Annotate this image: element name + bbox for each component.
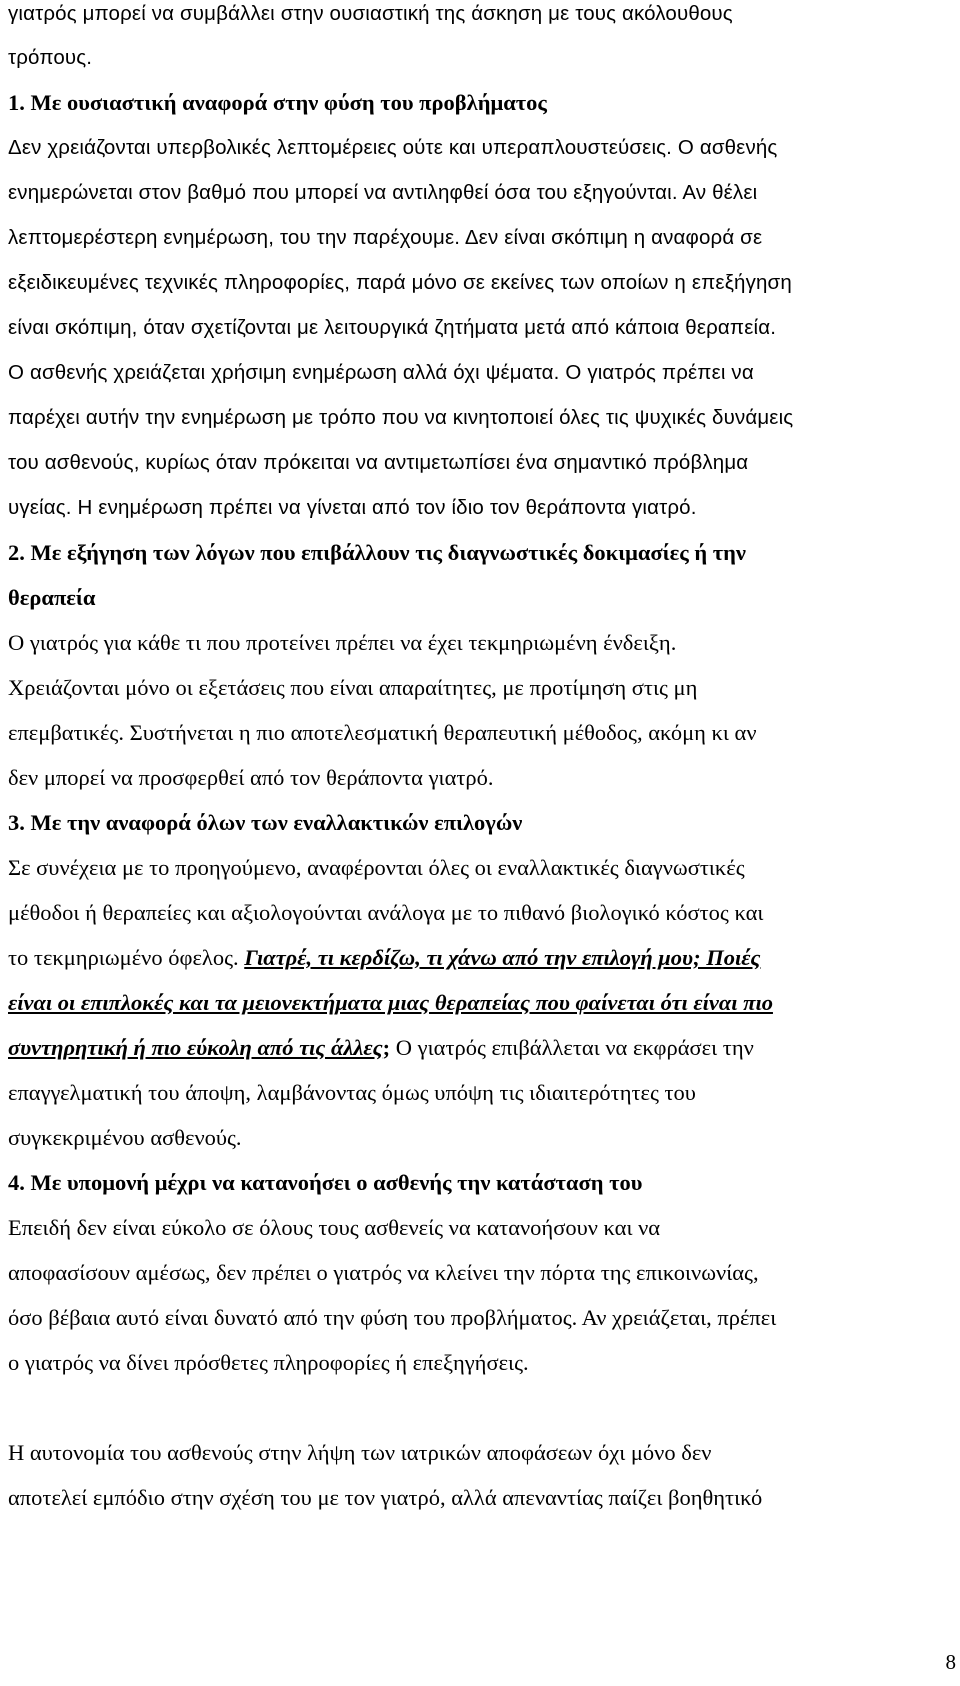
section-1-line-2: ενημερώνεται στον βαθμό που μπορεί να αντιληφθεί όσα του εξηγούνται. Αν θέλει	[8, 181, 758, 204]
closing-line-2: αποτελεί εμπόδιο στην σχέση του με τον γιατρό, αλλά απεναντίας παίζει βοηθητικό	[8, 1485, 763, 1510]
section-1-line-4: εξειδικευμένες τεχνικές πληροφορίες, παρά μόνο σε εκείνες των οποίων η επεξήγηση	[8, 271, 792, 294]
section-1-line-9: υγείας. Η ενημέρωση πρέπει να γίνεται από τον ίδιο τον θεράποντα γιατρό.	[8, 496, 697, 519]
closing-line-1: Η αυτονομία του ασθενούς στην λήψη των ιατρικών αποφάσεων όχι μόνο δεν	[8, 1440, 712, 1465]
section-3-line-5-emphasis: συντηρητική ή πιο εύκολη από τις άλλες	[8, 1035, 383, 1060]
section-3-line-4-emphasis: είναι οι επιπλοκές και τα μειονεκτήματα μιας θεραπείας που φαίνεται ότι είναι πιο	[8, 990, 773, 1015]
section-1-number: 1.	[8, 90, 25, 115]
section-3-heading	[8, 809, 522, 837]
section-3-line-5-plain: Ο γιατρός επιβάλλεται να εκφράσει την	[390, 1035, 754, 1060]
section-2-heading-line-1	[8, 539, 746, 567]
section-2-line-2: Χρειάζονται μόνο οι εξετάσεις που είναι απαραίτητες, με προτίμηση στις μη	[8, 675, 698, 700]
section-1-line-1: Δεν χρειάζονται υπερβολικές λεπτομέρειες ούτε και υπεραπλουστεύσεις. Ο ασθενής	[8, 136, 778, 159]
section-3-line-3-plain: το τεκμηριωμένο όφελος.	[8, 945, 245, 970]
section-3-line-3-emphasis: Γιατρέ, τι κερδίζω, τι χάνω από την επιλογή μου; Ποιές	[244, 945, 761, 970]
section-2-title-part-1: Με εξήγηση των λόγων που επιβάλλουν τις διαγνωστικές δοκιμασίες ή την	[30, 540, 746, 565]
section-1-title: Με ουσιαστική αναφορά στην φύση του προβλήματος	[30, 90, 547, 115]
section-3-line-5	[8, 1034, 754, 1062]
section-4-number: 4.	[8, 1170, 25, 1195]
section-1-heading	[8, 89, 547, 117]
page-number: 8	[945, 1650, 956, 1674]
section-4-heading	[8, 1169, 642, 1197]
section-3-line-6: επαγγελματική του άποψη, λαμβάνοντας όμως υπόψη τις ιδιαιτερότητες του	[8, 1080, 696, 1105]
section-4-line-2: αποφασίσουν αμέσως, δεν πρέπει ο γιατρός να κλείνει την πόρτα της επικοινωνίας,	[8, 1260, 759, 1285]
section-1-line-7: παρέχει αυτήν την ενημέρωση με τρόπο που να κινητοποιεί όλες τις ψυχικές δυνάμεις	[8, 406, 794, 429]
section-1-line-5: είναι σκόπιμη, όταν σχετίζονται με λειτουργικά ζητήματα μετά από κάποια θεραπεία.	[8, 316, 777, 339]
section-2-heading-line-2: θεραπεία	[8, 585, 96, 610]
intro-line-2: τρόπους.	[8, 46, 93, 69]
section-2-line-4: δεν μπορεί να προσφερθεί από τον θεράποντα γιατρό.	[8, 765, 494, 790]
section-4-title: Με υπομονή μέχρι να κατανοήσει ο ασθενής την κατάσταση του	[30, 1170, 643, 1195]
section-4-line-3: όσο βέβαια αυτό είναι δυνατό από την φύση του προβλήματος. Αν χρειάζεται, πρέπει	[8, 1305, 777, 1330]
section-2-line-3: επεμβατικές. Συστήνεται η πιο αποτελεσματική θεραπευτική μέθοδος, ακόμη κι αν	[8, 720, 757, 745]
section-3-line-3	[8, 944, 760, 972]
section-3-line-2: μέθοδοι ή θεραπείες και αξιολογούνται ανάλογα με το πιθανό βιολογικό κόστος και	[8, 900, 764, 925]
section-3-line-5-punct: ;	[382, 1035, 391, 1060]
section-2-number: 2.	[8, 540, 25, 565]
section-1-line-8: του ασθενούς, κυρίως όταν πρόκειται να αντιμετωπίσει ένα σημαντικό πρόβλημα	[8, 451, 749, 474]
section-2-line-1: Ο γιατρός για κάθε τι που προτείνει πρέπει να έχει τεκμηριωμένη ένδειξη.	[8, 630, 677, 655]
section-3-number: 3.	[8, 810, 25, 835]
section-4-line-1: Επειδή δεν είναι εύκολο σε όλους τους ασθενείς να κατανοήσουν και να	[8, 1215, 661, 1240]
section-3-line-7: συγκεκριμένου ασθενούς.	[8, 1125, 242, 1150]
section-1-line-6: Ο ασθενής χρειάζεται χρήσιμη ενημέρωση αλλά όχι ψέματα. Ο γιατρός πρέπει να	[8, 361, 754, 384]
section-3-line-4	[8, 989, 773, 1017]
intro-line-1: γιατρός μπορεί να συμβάλλει στην ουσιαστική της άσκηση με τους ακόλουθους	[8, 2, 733, 25]
section-3-line-1: Σε συνέχεια με το προηγούμενο, αναφέρονται όλες οι εναλλακτικές διαγνωστικές	[8, 855, 745, 880]
section-4-line-4: ο γιατρός να δίνει πρόσθετες πληροφορίες ή επεξηγήσεις.	[8, 1350, 529, 1375]
section-1-line-3: λεπτομερέστερη ενημέρωση, του την παρέχουμε. Δεν είναι σκόπιμη η αναφορά σε	[8, 226, 763, 249]
section-3-title: Με την αναφορά όλων των εναλλακτικών επιλογών	[30, 810, 523, 835]
